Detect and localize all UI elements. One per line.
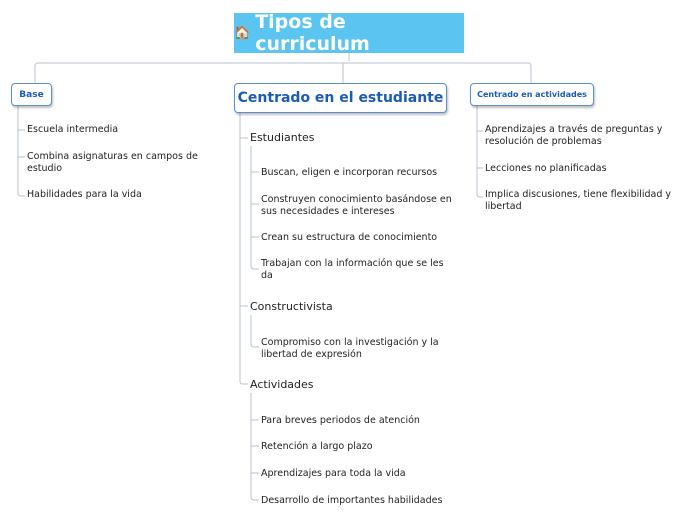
estudiantes-item-3[interactable]: Crean su estructura de conocimiento (261, 232, 438, 243)
actividades-item-1[interactable]: Aprendizajes a través de preguntas y resolución de problemas (485, 124, 663, 147)
group-constructivista[interactable]: Constructivista (250, 300, 333, 313)
house-icon: 🏠 (234, 25, 251, 41)
base-item-1[interactable]: Escuela intermedia (27, 124, 119, 135)
branch-centrado-actividades-label: Centrado en actividades (477, 90, 587, 99)
actividades-item-3[interactable]: Implica discusiones, tiene flexibilidad y libertad (485, 189, 672, 212)
actividades-item-2[interactable]: Lecciones no planificadas (485, 163, 607, 174)
base-item-2[interactable]: Combina asignaturas en campos de estudio (27, 151, 198, 174)
estudiantes-item-2[interactable]: Construyen conocimiento basándose en sus necesidades e intereses (261, 194, 452, 217)
branch-centrado-estudiante-label: Centrado en el estudiante (237, 90, 444, 106)
branch-base[interactable] (11, 83, 52, 106)
actividades-group-item-2[interactable]: Retención a largo plazo (261, 441, 373, 452)
group-actividades[interactable]: Actividades (250, 378, 314, 391)
group-estudiantes[interactable]: Estudiantes (250, 131, 315, 144)
base-item-3[interactable]: Habilidades para la vida (27, 189, 142, 200)
estudiantes-item-1[interactable]: Buscan, eligen e incorporan recursos (261, 167, 438, 178)
branch-centrado-estudiante[interactable] (234, 83, 447, 113)
actividades-group-item-3[interactable]: Aprendizajes para toda la vida (261, 468, 406, 479)
constructivista-item-1[interactable]: Compromiso con la investigación y la libertad de expresión (261, 337, 439, 360)
actividades-group-item-4[interactable]: Desarrollo de importantes habilidades (261, 495, 443, 506)
estudiantes-item-4[interactable]: Trabajan con la información que se les da (261, 258, 444, 281)
actividades-group-item-1[interactable]: Para breves periodos de atención (261, 415, 420, 426)
branch-centrado-actividades[interactable] (470, 83, 594, 106)
root-topic-label: Tipos de curriculum (255, 11, 370, 55)
branch-base-label: Base (19, 89, 44, 100)
root-topic[interactable] (234, 13, 464, 53)
